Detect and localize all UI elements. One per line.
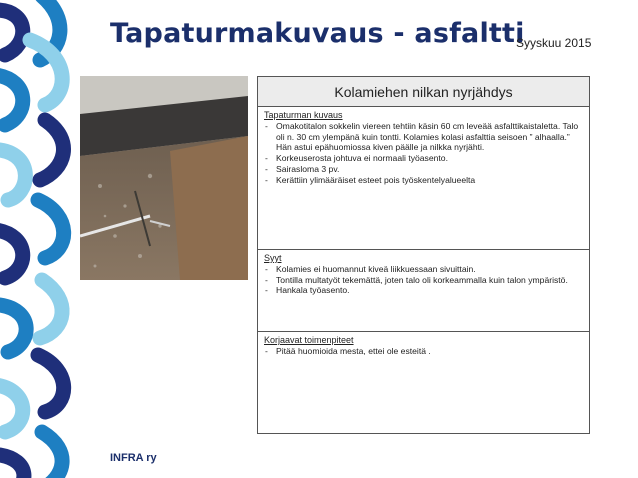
section-causes	[258, 250, 589, 332]
organization-label: INFRA ry	[110, 452, 157, 464]
list-item: - Sairasloma 3 pv.	[264, 164, 583, 175]
list-item: - Omakotitalon sokkelin viereen tehtiin käsin 60 cm leveää asfalttikaistaletta. Talo oli n. 30 cm ylempänä kuin tontti. Kolamies kolasi asfalttia seisoen ” alhaalla.” Hän astui epähuomiossa kiven päälle ja nilkka nyrjähti.	[264, 121, 583, 153]
list-item: - Tontilla multatyöt tekemättä, joten talo oli korkeammalla kuin talon ympäristö.	[264, 275, 583, 286]
list-item: - Kolamies ei huomannut kiveä liikkuessaan sivuittain.	[264, 264, 583, 275]
section-title: Korjaavat toimenpiteet	[264, 335, 354, 345]
decorative-wave-pattern	[0, 0, 86, 478]
section-title: Syyt	[264, 253, 282, 263]
page-title: Tapaturmakuvaus - asfaltti	[110, 18, 525, 49]
list-item: - Pitää huomioida mesta, ettei ole esteitä .	[264, 346, 583, 357]
section-title: Tapaturman kuvaus	[264, 110, 343, 120]
panel-title: Kolamiehen nilkan nyrjähdys	[258, 77, 589, 107]
construction-site-photo	[80, 76, 248, 280]
section-corrective-actions	[258, 332, 589, 357]
incident-panel	[257, 76, 590, 434]
section-incident-description	[258, 107, 589, 250]
list-item: - Kerättiin ylimääräiset esteet pois työskentelyalueelta	[264, 175, 583, 186]
list-item: - Korkeuserosta johtuva ei normaali työasento.	[264, 153, 583, 164]
list-item: - Hankala työasento.	[264, 285, 583, 296]
date-label: Syyskuu 2015	[516, 36, 592, 50]
